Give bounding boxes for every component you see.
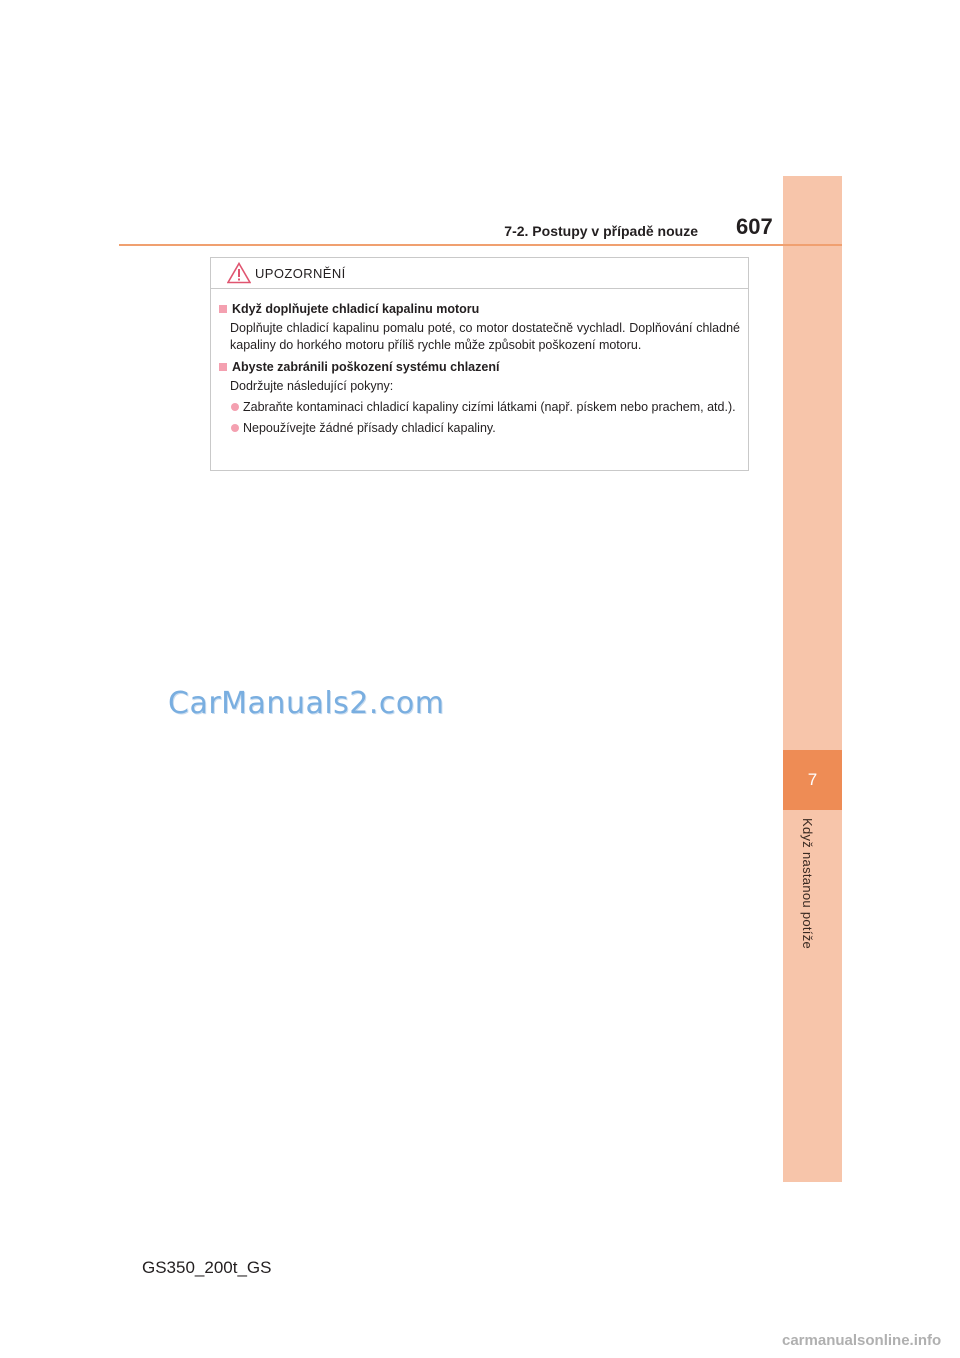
header-section-title: 7-2. Postupy v případě nouze <box>504 223 698 239</box>
header-divider <box>119 244 842 246</box>
warning-triangle-icon <box>227 262 251 284</box>
list-item: Zabraňte kontaminaci chladicí kapaliny cizími látkami (např. pískem nebo prachem, atd.). <box>219 399 740 416</box>
square-bullet-icon <box>219 305 227 313</box>
watermark-logo: CarManuals2.com <box>168 686 445 721</box>
section-heading: Abyste zabránili poškození systému chlazení <box>219 359 740 376</box>
warning-body <box>211 289 748 437</box>
list-item: Nepoužívejte žádné přísady chladicí kapaliny. <box>219 420 740 437</box>
chapter-side-tab <box>783 176 842 1182</box>
square-bullet-icon <box>219 363 227 371</box>
warning-header <box>211 258 748 289</box>
site-watermark: carmanualsonline.info <box>782 1332 942 1349</box>
chapter-number: 7 <box>783 750 842 810</box>
round-bullet-icon <box>231 403 239 411</box>
section-heading: Když doplňujete chladicí kapalinu motoru <box>219 301 740 318</box>
chapter-title: Když nastanou potíže <box>800 818 815 950</box>
round-bullet-icon <box>231 424 239 432</box>
page-number: 607 <box>736 214 773 239</box>
warning-box <box>210 257 749 471</box>
section-text: Doplňujte chladicí kapalinu pomalu poté, co motor dostatečně vychladl. Doplňování chladné kapaliny do horkého motoru příliš rychle může způsobit poškození motoru. <box>230 321 740 352</box>
model-code: GS350_200t_GS <box>142 1258 272 1277</box>
section-text: Dodržujte následující pokyny: <box>230 379 394 393</box>
warning-title: UPOZORNĚNÍ <box>255 265 346 281</box>
